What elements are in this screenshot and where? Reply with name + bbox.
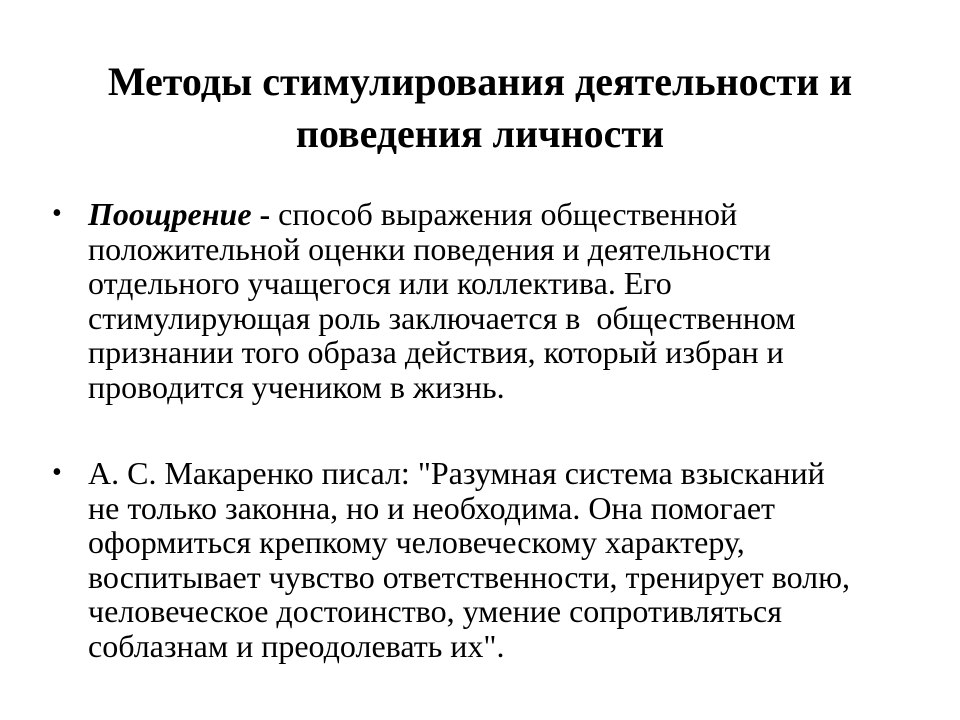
bullet-item-encouragement <box>48 197 928 404</box>
bullet-line: отдельного учащегося или коллектива. Его <box>88 265 672 301</box>
title-line: Методы стимулирования деятельности и <box>107 59 853 104</box>
term-encouragement: Поощрение <box>88 196 252 232</box>
quote-line: не только законна, но и необходима. Она помогает <box>88 489 776 526</box>
bullet-first-line <box>88 197 928 232</box>
bullet-list <box>48 197 928 663</box>
bullet-line: признании того образа действия, который избран и <box>88 334 784 370</box>
slide-title <box>48 56 912 160</box>
bullet-line: проводится учеником в жизнь. <box>88 368 505 405</box>
term-dash: - <box>251 196 279 232</box>
bullet-line: стимулирующая роль заключается в общественном <box>88 299 796 336</box>
bullet-dot-icon: • <box>52 198 62 229</box>
bullet-line: положительной оценки поведения и деятельности <box>88 230 771 267</box>
bullet-item-makarenko-quote <box>48 456 928 663</box>
bullet-dot-icon: • <box>52 457 62 488</box>
definition-text: способ выражения общественной <box>278 196 738 232</box>
title-line: поведения личности <box>295 111 665 156</box>
quote-line: человеческое достоинство, умение сопротивляться <box>88 593 782 629</box>
quote-line: оформиться крепкому человеческому характеру, <box>88 524 745 560</box>
quote-line: воспитывает чувство ответственности, тренирует волю, <box>88 558 851 595</box>
quote-line: А. С. Макаренко писал: "Разумная система взысканий <box>88 455 825 491</box>
quote-line: соблазнам и преодолевать их". <box>88 627 505 664</box>
